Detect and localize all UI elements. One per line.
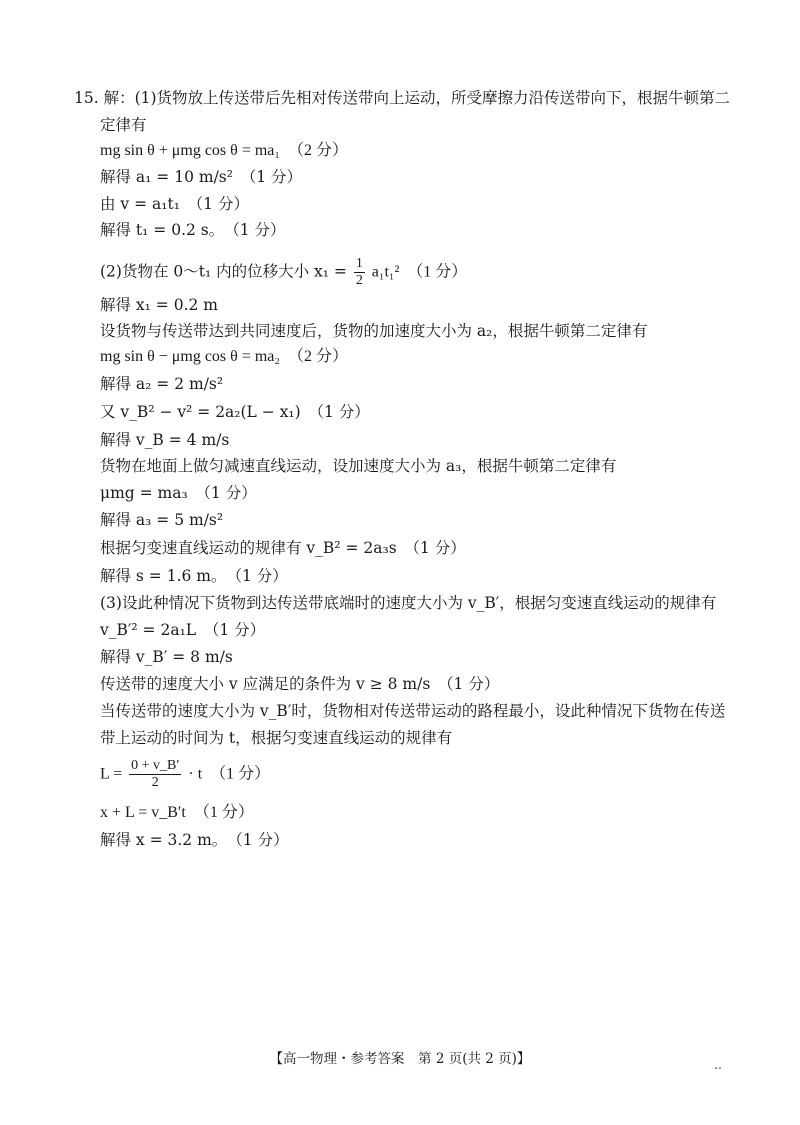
- solution-line-6: 解得 t₁ = 0.2 s。 （1 分）: [100, 221, 286, 239]
- solution-line-12: 又 v_B² − v² = 2a₂(L − x₁) （1 分）: [100, 403, 370, 421]
- solution-line-17: 根据匀变速直线运动的规律有 v_B² = 2a₃s （1 分）: [100, 539, 466, 557]
- solution-line-21: 解得 v_B′ = 8 m/s: [100, 648, 233, 666]
- solution-line-1: 15. 解：(1)货物放上传送带后先相对传送带向上运动，所受摩擦力沿传送带向下，根据牛顿第二: [74, 89, 731, 107]
- solution-line-20: v_B′² = 2a₁L （1 分）: [100, 621, 266, 639]
- solution-line-13: 解得 v_B = 4 m/s: [100, 431, 230, 449]
- fraction-half-numerator: 1: [355, 256, 363, 271]
- solution-line-23: 当传送带的速度大小为 v_B′时，货物相对传送带运动的路程最小，设此种情况下货物在传送: [100, 702, 726, 720]
- fraction-half-tail: a₁t₁² （1 分）: [371, 263, 468, 281]
- solution-line-3: mg sin θ + μmg cos θ = ma₁ （2 分）: [100, 142, 348, 159]
- solution-line-25: [100, 758, 270, 791]
- solution-line-18: 解得 s = 1.6 m。 （1 分）: [100, 567, 288, 585]
- fraction-half: [354, 256, 365, 289]
- fraction-average-speed: [129, 758, 181, 791]
- solution-line-15: μmg = ma₃ （1 分）: [100, 484, 257, 502]
- solution-line-2: 定律有: [100, 116, 147, 134]
- page-footer: 【高一物理・参考答案 第 2 页(共 2 页)】: [269, 1051, 531, 1067]
- solution-line-7: [100, 256, 467, 289]
- solution-line-9: 设货物与传送带达到共同速度后，货物的加速度大小为 a₂，根据牛顿第二定律有: [100, 322, 648, 340]
- solution-line-16: 解得 a₃ = 5 m/s²: [100, 511, 224, 529]
- solution-line-14: 货物在地面上做匀减速直线运动，设加速度大小为 a₃，根据牛顿第二定律有: [100, 457, 617, 475]
- solution-line-10: mg sin θ − μmg cos θ = ma₂ （2 分）: [100, 348, 348, 365]
- solution-line-22: 传送带的速度大小 v 应满足的条件为 v ≥ 8 m/s （1 分）: [100, 675, 500, 693]
- displacement-text: (2)货物在 0～t₁ 内的位移大小 x₁ =: [100, 262, 347, 281]
- solution-line-26: x + L = v_B′t （1 分）: [100, 804, 254, 821]
- corner-mark: ‥: [714, 1058, 723, 1072]
- fraction-average-speed-tail: · t （1 分）: [188, 765, 271, 783]
- belt-length-lhs: L =: [100, 765, 123, 783]
- solution-line-5: 由 v = a₁t₁ （1 分）: [100, 195, 249, 213]
- fraction-average-speed-numerator: 0 + v_B′: [131, 758, 180, 773]
- solution-line-24: 带上运动的时间为 t，根据匀变速直线运动的规律有: [100, 729, 453, 747]
- solution-line-11: 解得 a₂ = 2 m/s²: [100, 375, 224, 393]
- solution-line-19: (3)设此种情况下货物到达传送带底端时的速度大小为 v_B′，根据匀变速直线运动的规律有: [100, 594, 717, 612]
- fraction-average-speed-denominator: 2: [151, 775, 159, 790]
- solution-line-4: 解得 a₁ = 10 m/s² （1 分）: [100, 168, 302, 186]
- solution-line-27: 解得 x = 3.2 m。 （1 分）: [100, 831, 289, 849]
- fraction-half-denominator: 2: [355, 273, 363, 288]
- solution-line-8: 解得 x₁ = 0.2 m: [100, 296, 218, 314]
